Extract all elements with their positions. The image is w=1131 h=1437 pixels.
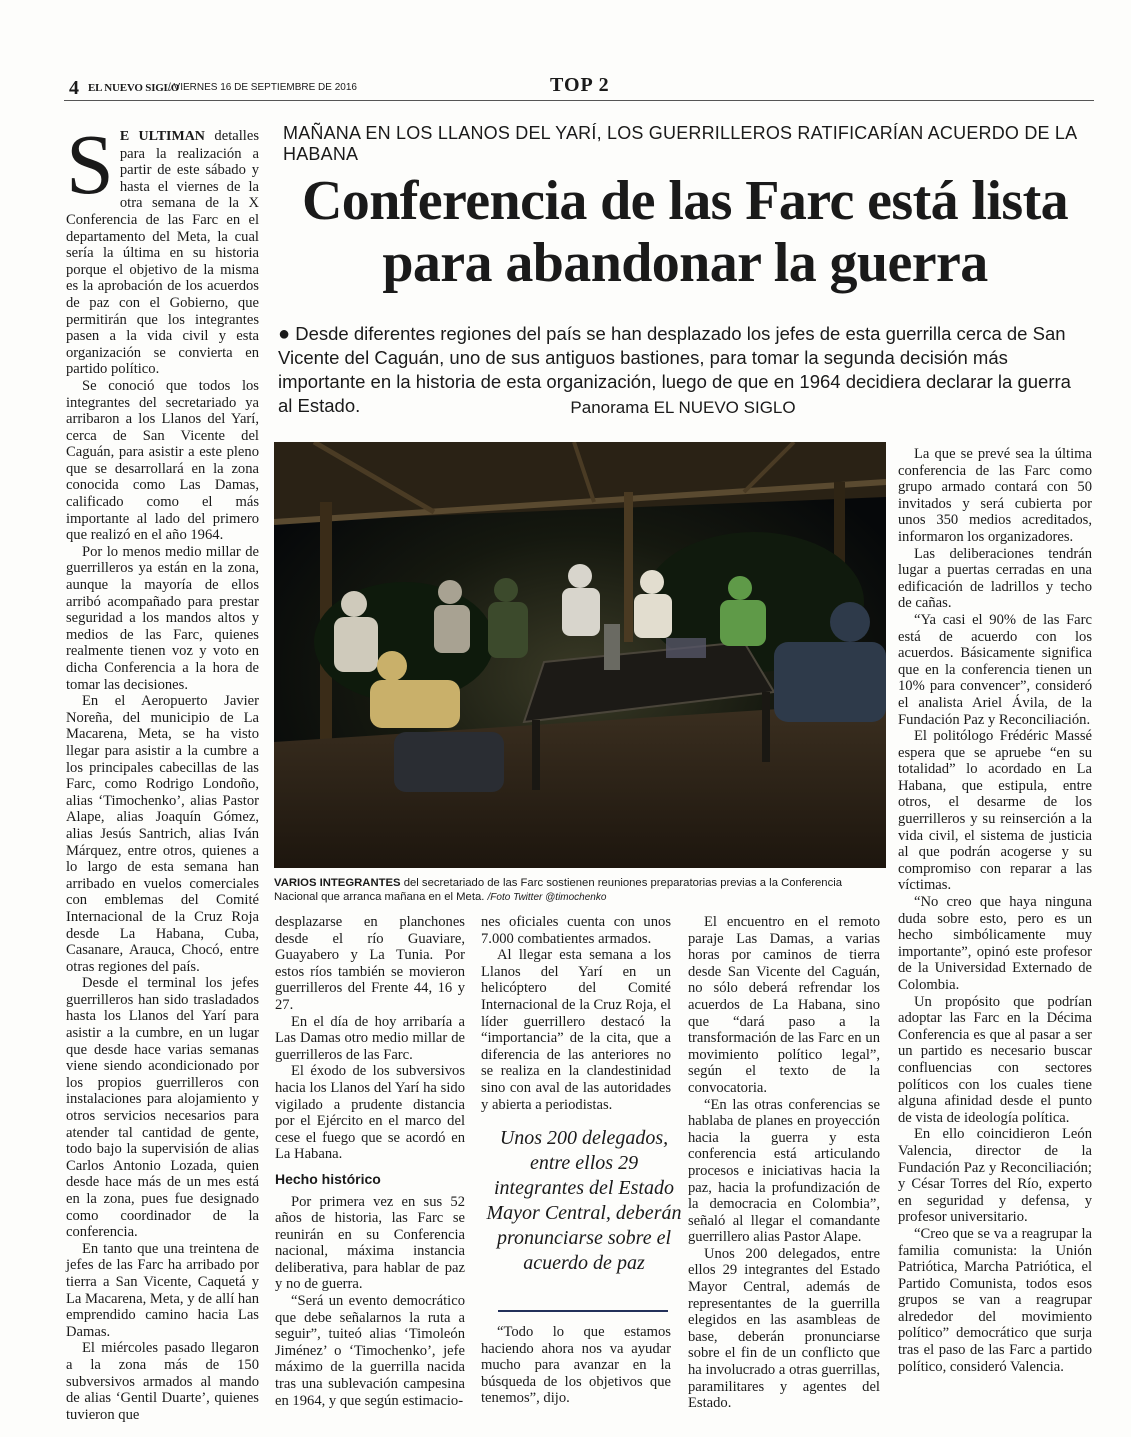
newspaper-name: EL NUEVO SIGLO <box>88 82 180 94</box>
paragraph: “Ya casi el 90% de las Farc está de acuerdo con los acuerdos. Básicamente significa que en la conferencia tienen un 10% para convencer”, consideró el analista Ariel Ávila, de la Fundación Paz y Reconciliación. <box>898 611 1092 728</box>
paragraph: La que se prevé sea la última conferencia de las Farc como grupo armado contará con 50 invitados y será cubierta por unos 350 medios acreditados, informaron los organizadores. <box>898 446 1092 545</box>
article-photo <box>274 442 886 868</box>
paragraph: En el Aeropuerto Javier Noreña, del municipio de La Macarena, Meta, se ha visto llegar para asistir a la cumbre a los principales cabecillas de las Farc, como Rodrigo Londoño, alias ‘Timochenko’, alias Pastor Alape, alias Joaquín Gómez, alias Jesús Santrich, alias Iván Márquez, entre otros, quienes a lo largo de esta semana han arribado en vuelos comerciales con emblemas del Comité Internacional de la Cruz Roja desde La Habana, Cuba, Casanare, Arauca, Chocó, entre otras regiones del país. <box>66 693 259 975</box>
bullet-icon: ● <box>278 323 291 345</box>
paragraph: Al llegar esta semana a los Llanos del Yarí en un helicóptero del Comité Internacional de la Cruz Roja, el líder guerrillero destacó la “importancia” de la cita, que a diferencia de las anteriores no se realiza en la clandestinidad sino con aval de las autoridades y abierta a periodistas. <box>481 947 671 1113</box>
paragraph: Por lo menos medio millar de guerrilleros ya están en la zona, aunque la mayoría de ellos arribó acompañado para prestar seguridad a los mandos altos y medios de las Farc, quienes realmente tienen voz y voto en dicha Conferencia a la hora de tomar las decisiones. <box>66 543 259 693</box>
column-2 <box>275 914 465 1409</box>
paragraph: El politólogo Frédéric Massé espera que se apruebe “en su totalidad” lo acordado en La Habana, que estipula, entre otros, el desarme de los guerrilleros y su reinserción a la vida civil, el sistema de justicia al que podrán acogerse y su compromiso con reparar a las víctimas. <box>898 728 1092 894</box>
article-kicker: MAÑANA EN LOS LLANOS DEL YARÍ, LOS GUERRILLEROS RATIFICARÍAN ACUERDO DE LA HABANA <box>283 123 1077 164</box>
paragraph: “En las otras conferencias se hablaba de planes en proyección hacia la guerra y esta conferencia está articulando procesos e iniciativas hacia la paz, hacia la profundización de la democracia en Colombia”, señaló al llegar el comandante guerrillero alias Pastor Alape. <box>688 1096 880 1246</box>
article-credit: Panorama EL NUEVO SIGLO <box>570 398 796 417</box>
paragraph: Desde el terminal los jefes guerrilleros han sido trasladados hasta los Llanos del Yarí para asistir a la cumbre, en un lugar que desde hace varias semanas viene siendo acondicionado por los propios guerrilleros con instalaciones para alojamiento y otros servicios necesarios para atender tal cantidad de gente, todo bajo la supervisión de alias Carlos Antonio Lozada, quien desde hace más de un mes está en la zona, pues fue designado como coordinador de la conferencia. <box>66 975 259 1241</box>
paragraph: En el día de hoy arribaría a Las Damas otro medio millar de guerrilleros de las Farc. <box>275 1013 465 1063</box>
paragraph: “Creo que se va a reagrupar la familia comunista: la Unión Patriótica, Marcha Patriótica, el Partido Comunista, todos esos grupos se van a reagrupar alrededor del movimiento político” democrático que surja tras el paso de las Farc a partido político, consideró Valencia. <box>898 1225 1092 1375</box>
paragraph: Se conoció que todos los integrantes del secretariado ya arribaron a los Llanos del Yarí, cerca de San Vicente del Caguán, para asistir a este pleno que se desarrollará en la zona conocida como Las Damas, calificado como el más importante al lado del primero que realizó en el año 1964. <box>66 377 259 544</box>
column-3-tail <box>481 1324 671 1407</box>
page-number: 4 <box>69 77 79 99</box>
caption-credit: /Foto Twitter @timochenko <box>487 892 607 903</box>
header-rule <box>64 100 1094 101</box>
lead-words: E ULTIMAN <box>119 129 205 144</box>
paragraph: Un propósito que podrían adoptar las Farc en la Décima Conferencia es que al pasar a ser un partido es necesario buscar confluencias con sectores políticos con los cuales tiene alguna afinidad desde el punto de vista de ideología política. <box>898 993 1092 1126</box>
paragraph: En tanto que una treintena de jefes de las Farc ha arribado por tierra a San Vicente, Caquetá y La Macarena, Meta, y de allí han emprendido camino hacia Las Damas. <box>66 1240 259 1340</box>
summary-text: Desde diferentes regiones del país se han desplazado los jefes de esta guerrilla cerca de San Vicente del Caguán, uno de sus antiguos bastiones, para tomar la segunda decisión más importante en la historia de esta organización, luego de que en 1964 decidiera declarar la guerra al Estado. <box>278 323 1071 416</box>
meeting-photo-illustration <box>274 442 886 868</box>
caption-text: del secretariado de las Farc sostienen reuniones preparatorias previas a la Conferencia Nacional que arranca mañana en el Meta. <box>274 877 843 903</box>
paragraph: “Todo lo que estamos haciendo ahora nos va ayudar mucho para avanzar en la búsqueda de los objetivos que tenemos”, dijo. <box>481 1324 671 1407</box>
pull-quote: Unos 200 delegados, entre ellos 29 integrantes del Estado Mayor Central, deberán pronunciarse sobre el acuerdo de paz <box>486 1127 682 1274</box>
paragraph: El éxodo de los subversivos hacia los Llanos del Yarí ha sido vigilado a prudente distancia por el Ejército en el marco del cese el fuego que se acordó en La Habana. <box>275 1063 465 1163</box>
photo-caption <box>274 876 886 905</box>
paragraph: detalles para la realización a partir de este sábado y hasta el viernes de la otra semana de la X Conferencia de las Farc en el departamento del Meta, la cual sería la última en su historia porque el objetivo de la misma es la aprobación de los acuerdos de paz con el Gobierno, que permitirán que los integrantes pasen a la vida civil y esta organización se convierta en partido político. <box>66 128 259 378</box>
column-3 <box>481 914 671 1113</box>
article-headline: Conferencia de las Farc está lista para abandonar la guerra <box>301 170 1069 294</box>
paragraph: Unos 200 delegados, entre ellos 29 integrantes del Estado Mayor Central, además de representantes de la guerrilla elegidos en las asambleas de base, deberán pronunciarse sobre el fin de un conflicto que ha involucrado a otras guerrillas, paramilitares y agentes del Estado. <box>688 1245 880 1412</box>
paragraph: En ello coincidieron León Valencia, director de la Fundación Paz y Reconciliación; y César Torres del Río, experto en seguridad y defensa, y profesor universitario. <box>898 1126 1092 1226</box>
paragraph: nes oficiales cuenta con unos 7.000 combatientes armados. <box>481 914 671 947</box>
paragraph: El encuentro en el remoto paraje Las Damas, a varias horas por caminos de tierra desde San Vicente del Caguán, no sólo deberá refrendar los acuerdos de La Habana, sino que “dará paso a la transformación de las Farc en un movimiento político legal”, según el texto de la convocatoria. <box>688 914 880 1096</box>
paragraph: Las deliberaciones tendrán lugar a puertas cerradas en una edificación de ladrillos y techo de cañas. <box>898 545 1092 612</box>
drop-cap: S <box>66 116 114 212</box>
column-4 <box>688 914 880 1412</box>
section-title: TOP 2 <box>550 74 610 96</box>
column-5 <box>898 446 1092 1375</box>
subhead: Hecho histórico <box>275 1170 381 1187</box>
paragraph: desplazarse en planchones desde el río Guaviare, Guayabero y La Tunia. Por estos ríos también se movieron guerrilleros del Frente 44, 16 y 27. <box>275 914 465 1013</box>
pull-quote-rule <box>498 1310 668 1312</box>
caption-lead: VARIOS INTEGRANTES <box>274 877 401 889</box>
paragraph: “Será un evento democrático que debe señalarnos la ruta a seguir”, tuiteó alias ‘Timoleón Jiménez’ o ‘Timochenko’, jefe máximo de la guerrilla nacida tras una sublevación campesina en 1964, y que según estimacio- <box>275 1293 465 1409</box>
issue-date: / VIERNES 16 DE SEPTIEMBRE DE 2016 <box>168 82 357 93</box>
lead-paragraph <box>66 116 259 378</box>
column-1 <box>66 116 259 1423</box>
paragraph: “No creo que haya ninguna duda sobre esto, pero es un hecho simbólicamente muy importante”, opinó este profesor de la Universidad Externado de Colombia. <box>898 894 1092 993</box>
paragraph: Por primera vez en sus 52 años de historia, las Farc se reunirán en su Conferencia nacional, máxima instancia deliberativa, para hablar de paz y no de guerra. <box>275 1193 465 1293</box>
paragraph: El miércoles pasado llegaron a la zona más de 150 subversivos armados al mando de alias ‘Gentil Duarte’, quienes tuvieron que <box>66 1340 259 1423</box>
